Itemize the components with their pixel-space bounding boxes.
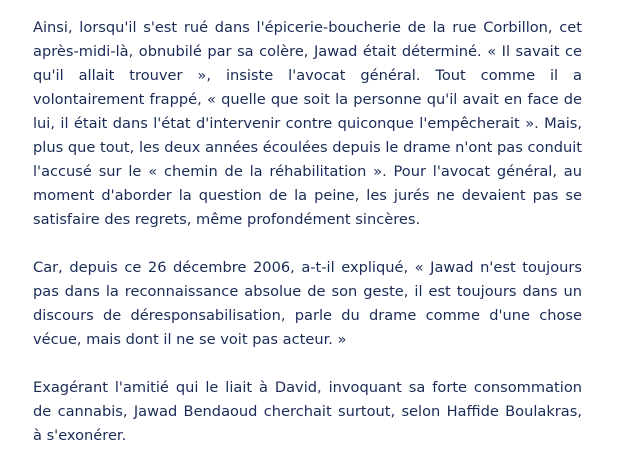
article-paragraph-3: Exagérant l'amitié qui le liait à David, invoquant sa forte consommation de cannabis, Jawad Bendaoud cherchait surtout, selon Haffide Boulakras, à s'exonérer.: [33, 379, 582, 444]
article-body: [33, 16, 582, 448]
article-paragraph-2: Car, depuis ce 26 décembre 2006, a-t-il expliqué, « Jawad n'est toujours pas dans la reconnaissance absolue de son geste, il est toujours dans un discours de déresponsabilisation, parle du drame comme d'une chose vécue, mais dont il ne se voit pas acteur. »: [33, 259, 582, 348]
article-paragraph-1: Ainsi, lorsqu'il s'est rué dans l'épicerie-boucherie de la rue Corbillon, cet après-midi-là, obnubilé par sa colère, Jawad était déterminé. « Il savait ce qu'il allait trouver », insiste l'avocat général. Tout comme il a volontairement frappé, « quelle que soit la personne qu'il avait en face de lui, il était dans l'état d'intervenir contre quiconque l'empêcherait ». Mais, plus que tout, les deux années écoulées depuis le drame n'ont pas conduit l'accusé sur le « chemin de la réhabilitation ». Pour l'avocat général, au moment d'aborder la question de la peine, les jurés ne devaient pas se satisfaire des regrets, même profondément sincères.: [33, 19, 582, 228]
